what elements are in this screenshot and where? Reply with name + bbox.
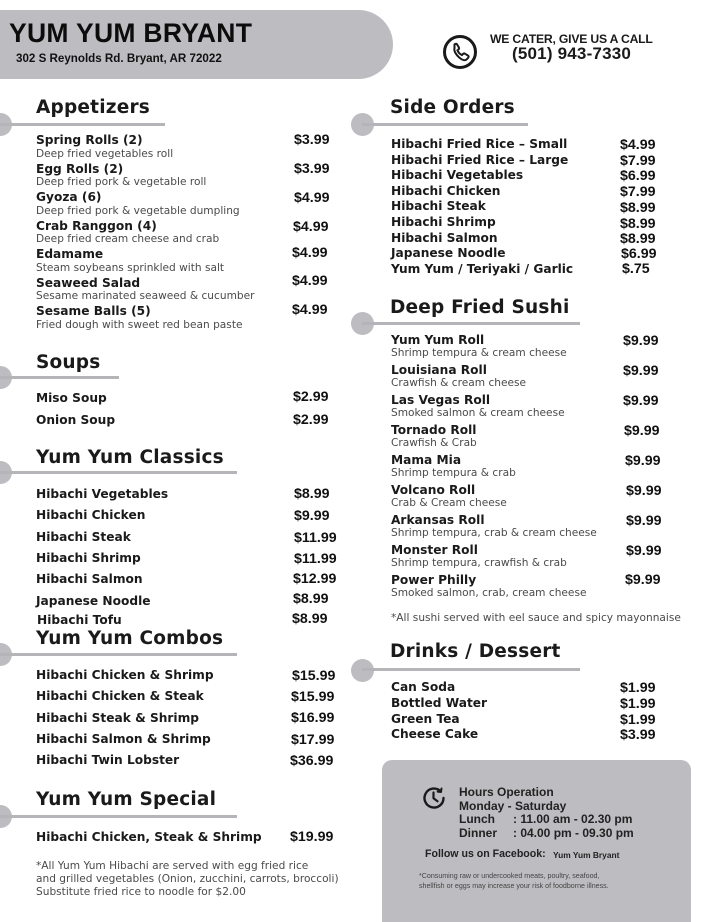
menu-item-name: Hibachi Salmon	[36, 572, 143, 586]
menu-item-price: $11.99	[294, 551, 337, 567]
menu-item-name: Gyoza (6)	[36, 190, 102, 204]
menu-item-price: $8.99	[293, 591, 329, 607]
menu-item-price: $3.99	[294, 161, 330, 177]
menu-item-price: $4.99	[292, 273, 328, 289]
menu-item-desc: Shrimp tempura & cream cheese	[391, 347, 567, 359]
lunch-hours: : 11.00 am - 02.30 pm	[513, 812, 633, 826]
menu-item-price: $3.99	[620, 727, 656, 743]
menu-item-price: $4.99	[293, 219, 329, 235]
menu-item-name: Bottled Water	[391, 696, 488, 710]
menu-item-name: Power Philly	[391, 573, 477, 587]
menu-item-desc: Shrimp tempura, crawfish & crab	[391, 557, 567, 569]
menu-item-desc: Deep fried pork & vegetable roll	[36, 176, 207, 188]
menu-item-price: $17.99	[291, 732, 335, 748]
warning-line: *Consuming raw or undercooked meats, poultry, seafood,	[419, 872, 600, 880]
menu-item-desc: Deep fried pork & vegetable dumpling	[36, 205, 240, 217]
menu-item-desc: Shrimp tempura & crab	[391, 467, 516, 479]
menu-item-name: Hibachi Steak & Shrimp	[36, 711, 200, 725]
section-title-combos: Yum Yum Combos	[36, 628, 224, 649]
menu-item-name: Hibachi Vegetables	[36, 487, 169, 501]
menu-item-desc: Fried dough with sweet red bean paste	[36, 319, 243, 331]
menu-item-name: Crab Ranggon (4)	[36, 219, 157, 233]
menu-item-desc: Crawfish & cream cheese	[391, 377, 527, 389]
menu-item-price: $36.99	[290, 753, 334, 769]
section-title-sushi: Deep Fried Sushi	[390, 297, 570, 318]
menu-item-name: Hibachi Chicken, Steak & Shrimp	[36, 830, 262, 844]
menu-item-name: Hibachi Steak	[391, 199, 486, 213]
restaurant-name: YUM YUM BRYANT	[9, 18, 253, 48]
menu-item-name: Mama Mia	[391, 453, 462, 467]
menu-item-price: $9.99	[623, 333, 659, 349]
section-rule	[362, 668, 580, 671]
menu-item-desc: Steam soybeans sprinkled with salt	[36, 262, 225, 274]
menu-item-name: Tornado Roll	[391, 423, 477, 437]
menu-item-price: $15.99	[292, 668, 336, 684]
menu-item-name: Hibachi Fried Rice – Small	[391, 137, 568, 151]
section-title-drinks: Drinks / Dessert	[390, 641, 561, 662]
menu-item-desc: Shrimp tempura, crab & cream cheese	[391, 527, 597, 539]
menu-item-desc: Deep fried vegetables roll	[36, 148, 174, 160]
menu-item-price: $7.99	[620, 153, 656, 169]
menu-item-name: Sesame Balls (5)	[36, 304, 151, 318]
menu-item-name: Las Vegas Roll	[391, 393, 491, 407]
special-note-line: *All Yum Yum Hibachi are served with egg fried rice	[36, 860, 309, 872]
menu-item-price: $8.99	[620, 200, 656, 216]
menu-item-price: $9.99	[626, 543, 662, 559]
menu-item-name: Hibachi Chicken	[391, 184, 501, 198]
section-rule	[0, 471, 237, 474]
facebook-label: Follow us on Facebook:	[425, 848, 546, 860]
section-title-appetizers: Appetizers	[36, 97, 150, 118]
menu-item-price: $4.99	[620, 137, 656, 153]
menu-item-price: $6.99	[620, 168, 656, 184]
section-title-classics: Yum Yum Classics	[36, 447, 224, 468]
phone-number[interactable]: (501) 943-7330	[512, 44, 632, 63]
menu-item-price: $1.99	[620, 680, 656, 696]
menu-item-price: $2.99	[293, 412, 329, 428]
menu-item-name: Louisiana Roll	[391, 363, 487, 377]
menu-item-name: Hibachi Twin Lobster	[36, 753, 180, 767]
menu-item-name: Cheese Cake	[391, 727, 479, 741]
menu-item-price: $.75	[622, 261, 650, 277]
menu-item-name: Miso Soup	[36, 391, 107, 405]
menu-item-price: $9.99	[294, 508, 330, 524]
lunch-label: Lunch	[459, 812, 495, 826]
menu-item-desc: Sesame marinated seaweed & cucumber	[36, 290, 255, 302]
dinner-label: Dinner	[459, 826, 498, 840]
hours-title: Hours Operation	[459, 785, 554, 799]
facebook-page-link[interactable]: Yum Yum Bryant	[553, 850, 620, 860]
menu-item-price: $8.99	[294, 486, 330, 502]
menu-item-desc: Smoked salmon & cream cheese	[391, 407, 565, 419]
menu-item-name: Yum Yum / Teriyaki / Garlic	[391, 262, 574, 276]
menu-item-price: $8.99	[292, 611, 328, 627]
menu-item-price: $9.99	[623, 393, 659, 409]
menu-item-name: Hibachi Vegetables	[391, 168, 524, 182]
menu-item-desc: Smoked salmon, crab, cream cheese	[391, 587, 587, 599]
menu-item-name: Spring Rolls (2)	[36, 133, 143, 147]
menu-item-name: Egg Rolls (2)	[36, 162, 124, 176]
menu-item-price: $4.99	[294, 190, 330, 206]
menu-item-price: $3.99	[294, 132, 330, 148]
menu-item-name: Arkansas Roll	[391, 513, 485, 527]
menu-item-name: Hibachi Chicken & Shrimp	[36, 668, 214, 682]
menu-item-name: Hibachi Salmon	[391, 231, 498, 245]
hours-days: Monday - Saturday	[459, 799, 567, 813]
section-title-soups: Soups	[36, 352, 101, 373]
menu-item-name: Volcano Roll	[391, 483, 476, 497]
sushi-note: *All sushi served with eel sauce and spicy mayonnaise	[391, 612, 681, 624]
menu-item-price: $11.99	[294, 530, 337, 546]
dinner-hours: : 04.00 pm - 09.30 pm	[513, 826, 634, 840]
menu-item-price: $8.99	[620, 216, 656, 232]
menu-item-price: $8.99	[620, 231, 656, 247]
menu-item-name: Hibachi Shrimp	[391, 215, 496, 229]
menu-item-desc: Crab & Cream cheese	[391, 497, 507, 509]
menu-item-price: $9.99	[625, 453, 661, 469]
menu-item-price: $1.99	[620, 712, 656, 728]
menu-item-name: Onion Soup	[36, 413, 116, 427]
special-note-line: Substitute fried rice to noodle for $2.00	[36, 886, 246, 898]
menu-item-name: Hibachi Fried Rice – Large	[391, 153, 569, 167]
menu-item-price: $9.99	[623, 363, 659, 379]
section-rule	[0, 815, 237, 818]
restaurant-address: 302 S Reynolds Rd. Bryant, AR 72022	[16, 52, 222, 65]
section-rule	[362, 322, 580, 325]
menu-item-desc: Deep fried cream cheese and crab	[36, 233, 220, 245]
menu-item-price: $1.99	[620, 696, 656, 712]
special-note-line: and grilled vegetables (Onion, zucchini, carrots, broccoli)	[36, 873, 339, 885]
phone-icon	[442, 34, 478, 70]
menu-item-price: $7.99	[620, 184, 656, 200]
menu-item-price: $19.99	[290, 829, 334, 845]
section-title-special: Yum Yum Special	[36, 789, 217, 810]
menu-item-name: Monster Roll	[391, 543, 478, 557]
section-rule	[0, 653, 237, 656]
clock-icon	[421, 785, 447, 811]
menu-item-price: $9.99	[624, 423, 660, 439]
menu-item-desc: Crawfish & Crab	[391, 437, 477, 449]
menu-item-price: $2.99	[293, 389, 329, 405]
menu-item-price: $16.99	[291, 710, 335, 726]
menu-item-name: Hibachi Chicken	[36, 508, 146, 522]
menu-item-name: Hibachi Salmon & Shrimp	[36, 732, 211, 746]
section-rule	[362, 123, 528, 126]
menu-item-name: Green Tea	[391, 712, 460, 726]
menu-item-name: Yum Yum Roll	[391, 333, 485, 347]
section-title-side-orders: Side Orders	[390, 97, 515, 118]
menu-item-name: Hibachi Tofu	[37, 613, 122, 627]
menu-item-name: Can Soda	[391, 680, 456, 694]
section-rule	[0, 123, 165, 126]
catering-text: WE CATER, GIVE US A CALL	[490, 32, 653, 46]
menu-item-price: $12.99	[293, 571, 337, 587]
menu-item-price: $6.99	[621, 246, 657, 262]
menu-item-price: $15.99	[291, 689, 335, 705]
menu-item-name: Japanese Noodle	[391, 246, 506, 260]
menu-item-name: Hibachi Steak	[36, 530, 131, 544]
menu-item-price: $4.99	[292, 245, 328, 261]
menu-item-name: Japanese Noodle	[36, 594, 151, 608]
menu-item-price: $9.99	[626, 513, 662, 529]
menu-item-name: Hibachi Chicken & Steak	[36, 689, 204, 703]
menu-item-name: Hibachi Shrimp	[36, 551, 141, 565]
warning-line: shellfish or eggs may increase your risk of foodborne illness.	[419, 881, 609, 890]
menu-item-price: $4.99	[292, 302, 328, 318]
menu-item-name: Edamame	[36, 247, 104, 261]
food-safety-warning	[419, 872, 609, 891]
menu-item-price: $9.99	[625, 572, 661, 588]
menu-item-price: $9.99	[626, 483, 662, 499]
section-rule	[0, 376, 119, 379]
menu-item-name: Seaweed Salad	[36, 276, 141, 290]
